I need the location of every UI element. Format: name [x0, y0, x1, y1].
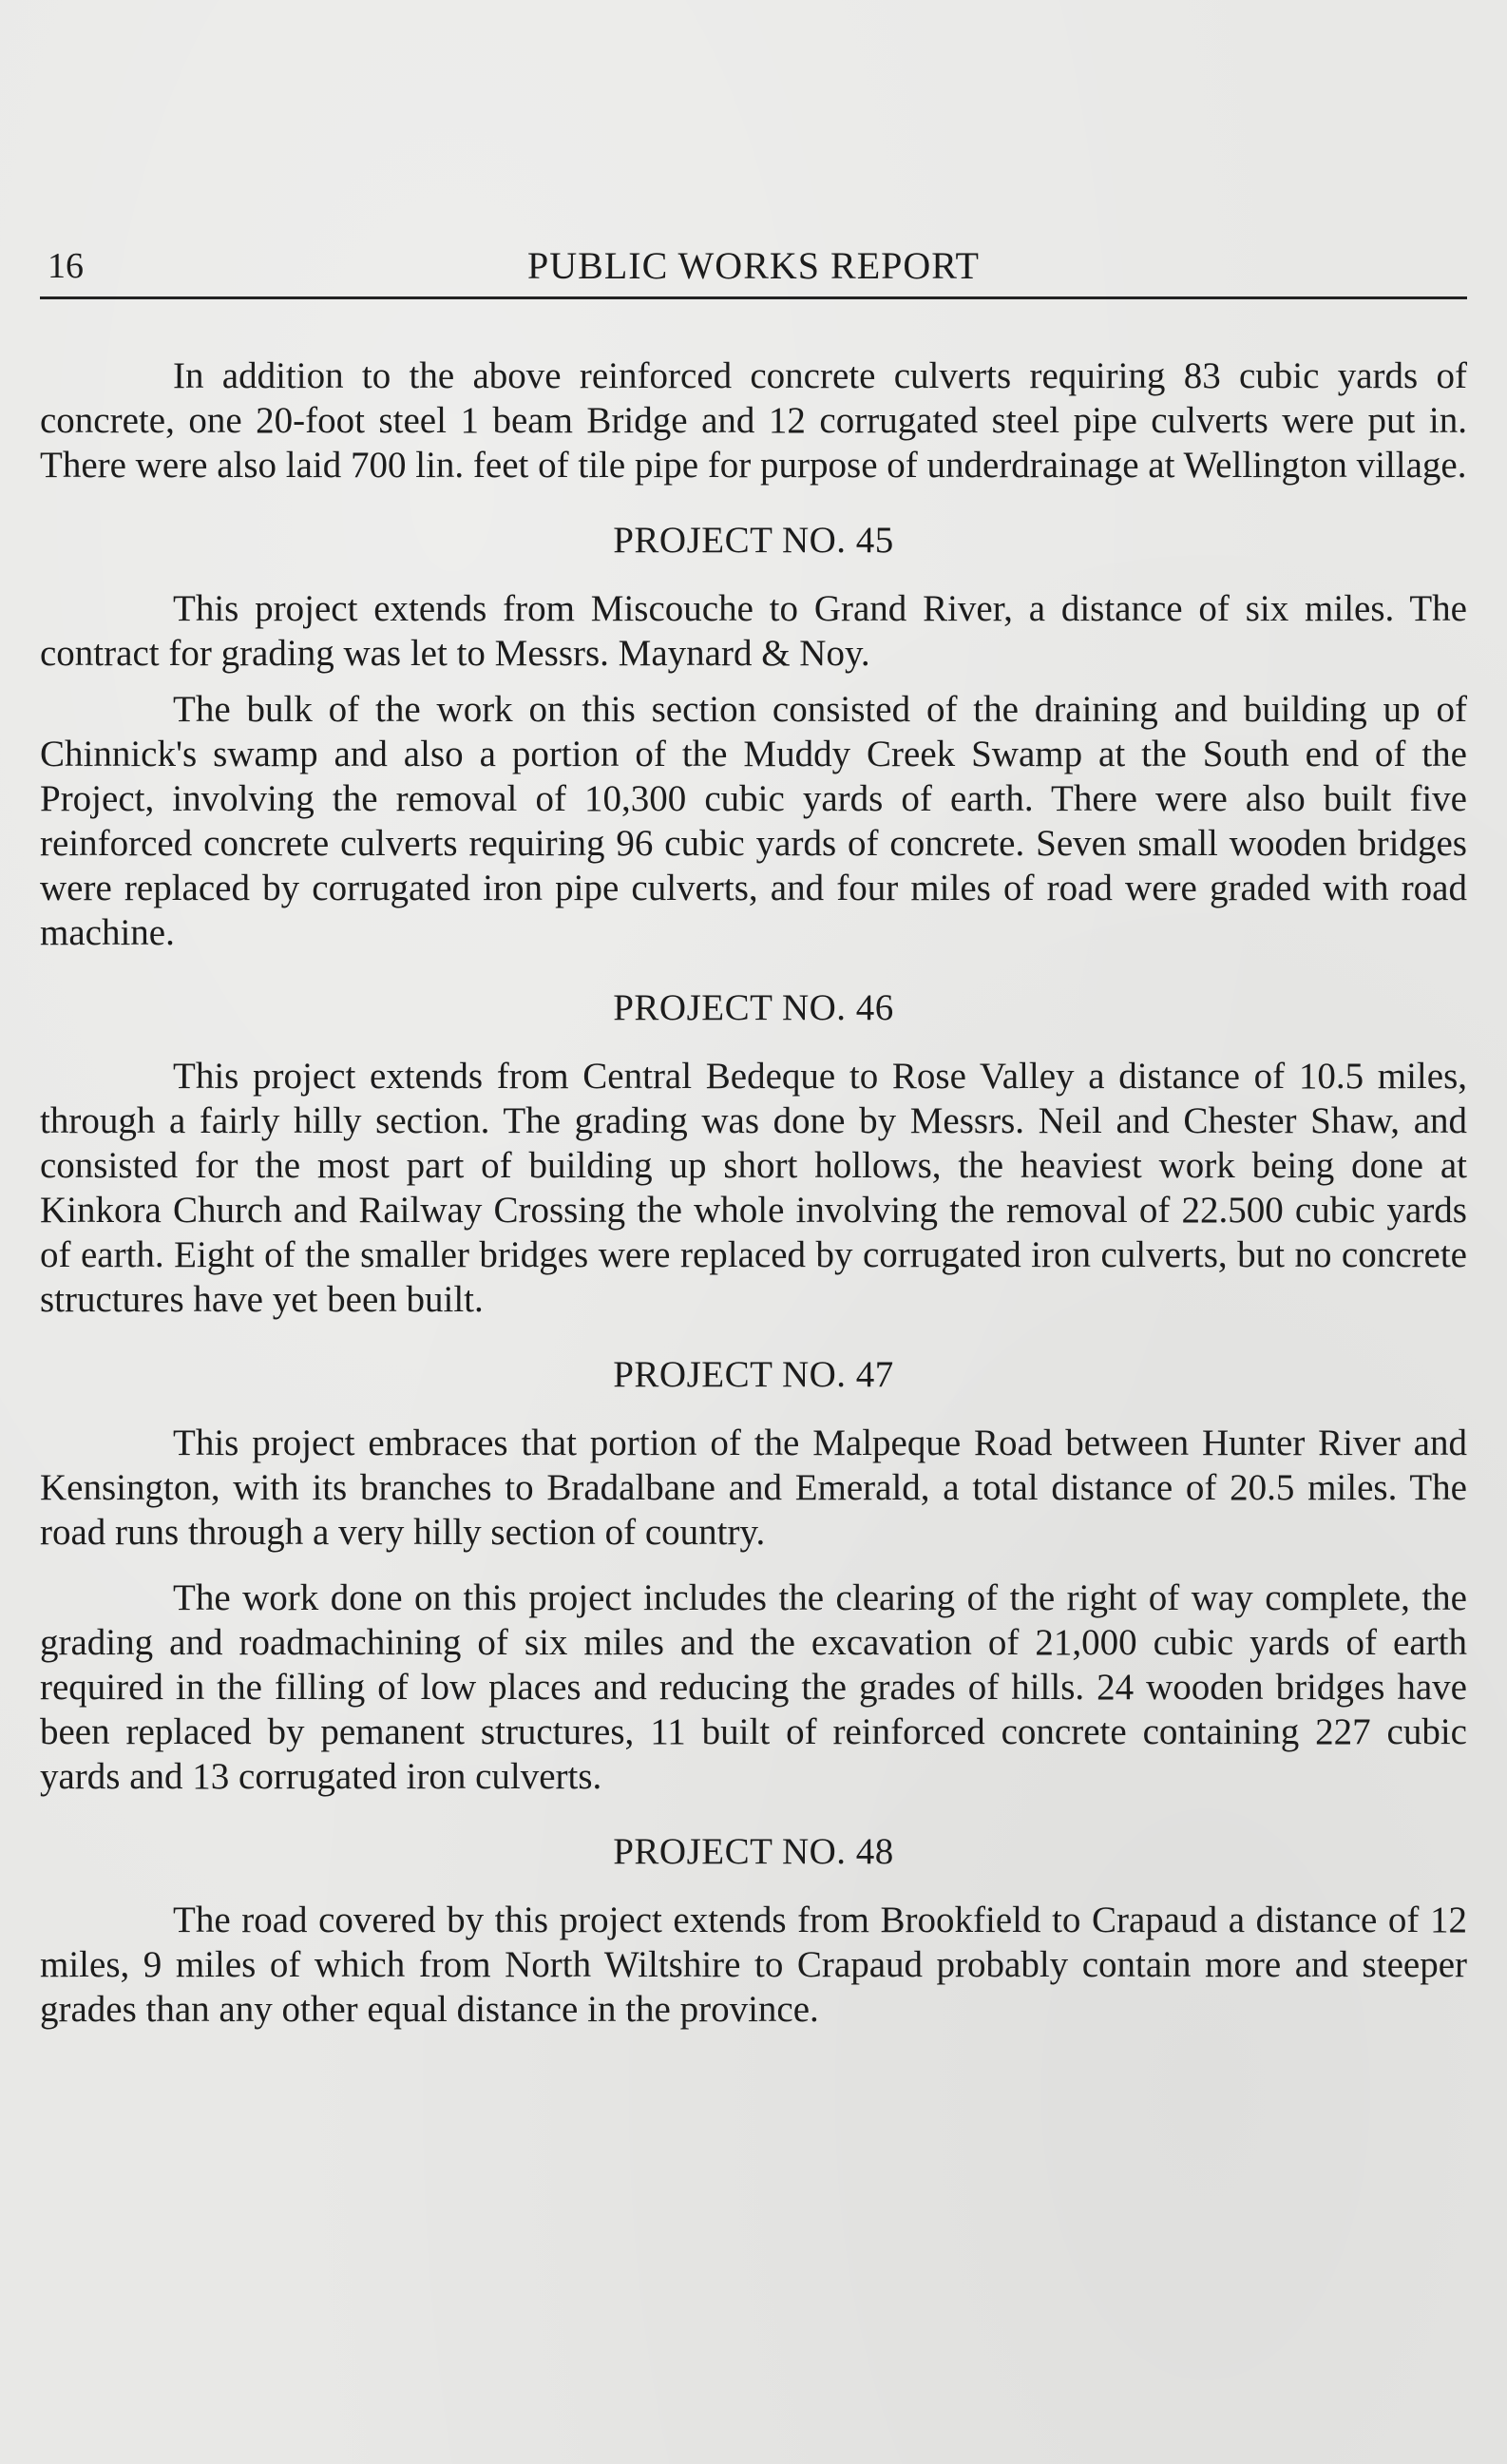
section-paragraph: The bulk of the work on this section consisted of the draining and building up of Chinnick's swamp and also a portion of the Muddy Creek Swamp at the South end of the Project, involving the removal of 10,300 cubic yards of earth. There were also built five reinforced concrete culverts requiring 96 cubic yards of concrete. Seven small wooden bridges were replaced by corrugated iron pipe culverts, and four miles of road were graded with road machine.	[40, 689, 1467, 953]
section-paragraph: This project extends from Central Bedeque to Rose Valley a distance of 10.5 miles, through a fairly hilly section. The grading was done by Messrs. Neil and Chester Shaw, and consisted for the most part of building up short hollows, the heaviest work being done at Kinkora Church and Railway Crossing the whole involving the removal of 22.500 cubic yards of earth. Eight of the smaller bridges were replaced by corrugated iron culverts, but no concrete structures have yet been built.	[40, 1056, 1467, 1320]
running-title: PUBLIC WORKS REPORT	[527, 244, 980, 287]
section-paragraph: This project extends from Miscouche to Grand River, a distance of six miles. The contract for grading was let to Messrs. Maynard & Noy.	[40, 588, 1467, 674]
section-heading: PROJECT NO. 47	[613, 1354, 894, 1395]
running-header	[40, 236, 1467, 299]
section-paragraph: This project embraces that portion of the Malpeque Road between Hunter River and Kensington, with its branches to Bradalbane and Emerald, a total distance of 20.5 miles. The road runs through a very hilly section of country.	[40, 1423, 1467, 1553]
section-heading: PROJECT NO. 48	[613, 1831, 894, 1872]
page-number: 16	[48, 246, 84, 286]
intro-paragraph: In addition to the above reinforced concrete culverts requiring 83 cubic yards of concrete, one 20-foot steel 1 beam Bridge and 12 corrugated steel pipe culverts were put in. There were also laid 700 lin. feet of tile pipe for purpose of underdrainage at Wellington village.	[40, 355, 1467, 486]
section-project-47	[40, 1352, 1467, 1799]
report-body	[40, 353, 1467, 2032]
section-paragraph: The work done on this project includes the clearing of the right of way complete, the grading and roadmachining of six miles and the excavation of 21,000 cubic yards of earth required in the filling of low places and reducing the grades of hills. 24 wooden bridges have been replaced by pemanent structures, 11 built of reinforced concrete containing 227 cubic yards and 13 corrugated iron culverts.	[40, 1577, 1467, 1797]
section-project-48	[40, 1829, 1467, 2032]
section-project-45	[40, 518, 1467, 955]
section-heading: PROJECT NO. 45	[613, 520, 894, 561]
section-project-46	[40, 985, 1467, 1322]
section-heading: PROJECT NO. 46	[613, 987, 894, 1028]
section-paragraph: The road covered by this project extends from Brookfield to Crapaud a distance of 12 miles, 9 miles of which from North Wiltshire to Crapaud probably contain more and steeper grades than any other equal distance in the province.	[40, 1900, 1467, 2030]
